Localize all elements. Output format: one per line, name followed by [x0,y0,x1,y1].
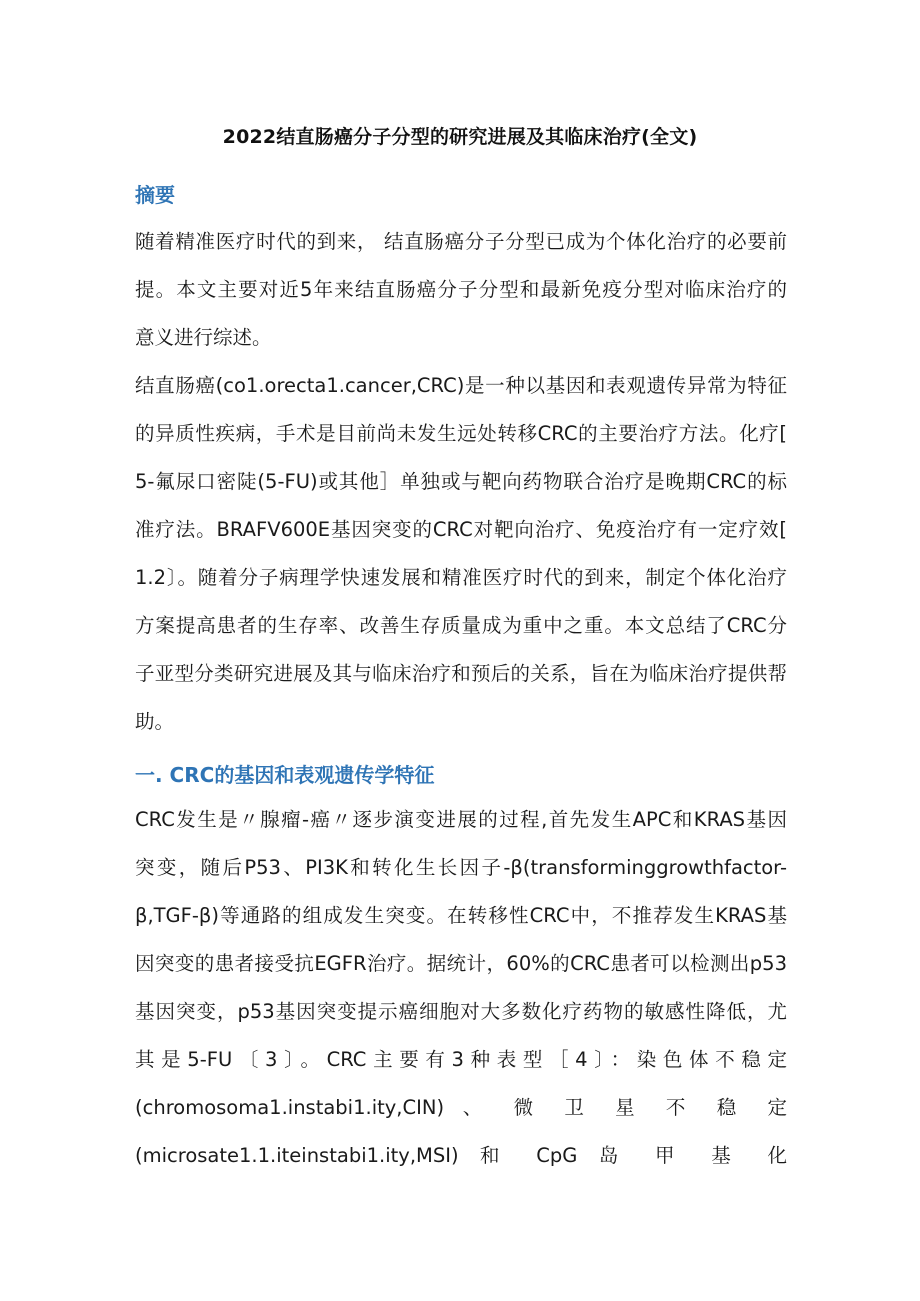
paragraph-line: CRC发生是〃腺瘤-癌〃逐步演变进展的过程,首先发生APC和KRAS基因 [135,808,787,831]
paragraph-line: 其是5-FU〔3〕。CRC主要有3种表型［4〕：染色体不稳定 [135,1048,787,1071]
paragraph-line: (chromosoma1.instabi1.ity,CIN) 、 微 卫 星 不 稳 定 [135,1096,787,1119]
paragraph-line: 方案提高患者的生存率、改善生存质量成为重中之重。本文总结了CRC分 [135,614,787,637]
paragraph-line: 助。 [135,710,175,733]
paragraph-line: 基因突变，p53基因突变提示癌细胞对大多数化疗药物的敏感性降低，尤 [135,1000,787,1023]
paragraph-line: 结直肠癌(co1.orecta1.cancer,CRC)是一种以基因和表观遗传异常为特征 [135,374,787,397]
abstract-heading: 摘要 [135,183,175,207]
paragraph-line: (microsate1.1.iteinstabi1.ity,MSI) 和 CpG 岛 甲 基 化 [135,1144,787,1167]
paragraph-line: 1.2〕。随着分子病理学快速发展和精准医疗时代的到来，制定个体化治疗 [135,566,787,589]
paragraph-line: 5-氟尿口密陡(5-FU)或其他］单独或与靶向药物联合治疗是晚期CRC的标 [135,470,787,493]
paragraph-line: 随着精准医疗时代的到来， 结直肠癌分子分型已成为个体化治疗的必要前 [135,230,787,253]
paragraph-line: 提。本文主要对近5年来结直肠癌分子分型和最新免疫分型对临床治疗的 [135,278,787,301]
paragraph-line: 突变，随后P53、PI3K和转化生长因子-β(transforminggrowthfactor- [135,856,787,879]
paragraph-line: 因突变的患者接受抗EGFR治疗。据统计，60%的CRC患者可以检测出p53 [135,952,787,975]
section-heading: 一. CRC的基因和表观遗传学特征 [135,763,435,787]
paragraph-line: 意义进行综述。 [135,326,272,349]
document-title: 2022结直肠癌分子分型的研究进展及其临床治疗(全文) [222,126,698,148]
paragraph-line: 的异质性疾病，手术是目前尚未发生远处转移CRC的主要治疗方法。化疗[ [135,422,787,445]
paragraph-line: 准疗法。BRAFV600E基因突变的CRC对靶向治疗、免疫治疗有一定疗效[ [135,518,787,541]
paragraph-line: β,TGF-β)等通路的组成发生突变。在转移性CRC中，不推荐发生KRAS基 [135,904,787,927]
paragraph-line: 子亚型分类研究进展及其与临床治疗和预后的关系，旨在为临床治疗提供帮 [135,662,787,685]
